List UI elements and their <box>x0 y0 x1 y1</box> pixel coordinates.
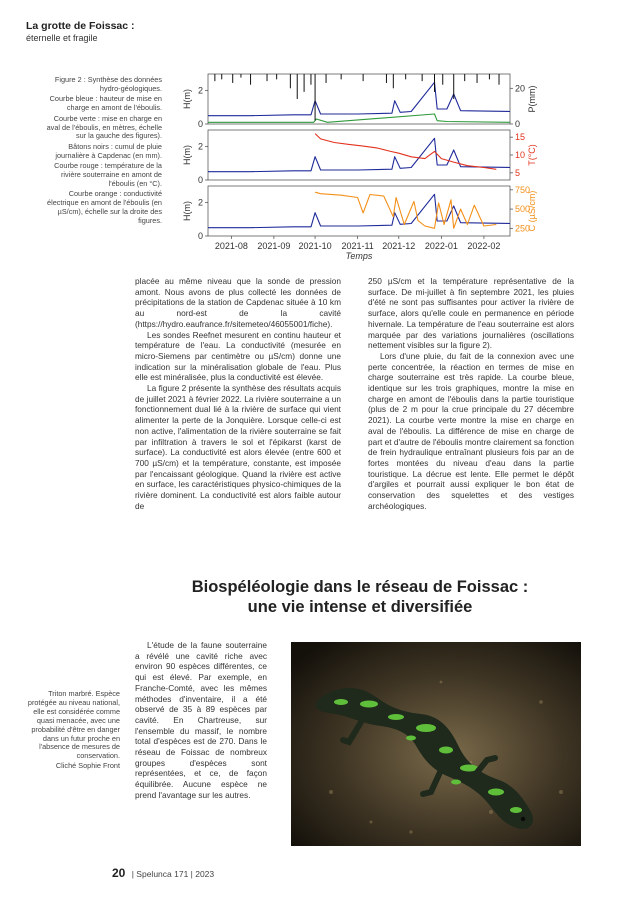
figure-caption-line: Courbe orange : conductivité électrique en amont de l'éboulis (en µS/cm), échelle sur la droite des figures. <box>47 189 162 226</box>
running-header <box>26 20 135 43</box>
x-tick-label: 2021-09 <box>257 241 291 251</box>
x-tick-label: 2022-02 <box>467 241 501 251</box>
y-tick-label-right: 0 <box>515 119 521 129</box>
figure-caption-line: Courbe rouge : température de la rivière souterraine en amont de l'éboulis (en °C). <box>54 161 162 188</box>
biospeleology-text <box>135 640 267 801</box>
x-tick-label: 2022-01 <box>424 241 458 251</box>
section-title-line: Biospéléologie dans le réseau de Foissac : <box>191 578 529 596</box>
figure-caption-line: Courbe bleue : hauteur de mise en charge en amont de l'éboulis. <box>49 94 162 113</box>
section-title <box>130 578 590 617</box>
y-tick-label-left: 0 <box>197 119 203 129</box>
journal-info: | Spelunca 171 | 2023 <box>131 869 215 879</box>
photo-caption <box>26 690 120 771</box>
y-axis-label-left: H(m) <box>182 145 192 165</box>
y-tick-label-right: 500 <box>515 204 531 215</box>
photo-credit: Cliché Sophie Front <box>55 761 120 771</box>
y-axis-label-right: T(°C) <box>527 144 537 166</box>
y-axis-label-left: H(m) <box>182 201 192 221</box>
y-tick-label-left: 2 <box>197 197 203 208</box>
figure-caption-line: Courbe verte : mise en charge en aval de l'éboulis, en mètres, échelle sur la gauche des figures). <box>46 113 162 141</box>
figure-caption-line: Figure 2 : Synthèse des données hydro-géologiques. <box>54 75 162 93</box>
panel-frame <box>208 130 510 180</box>
page-number: 20 <box>112 866 126 880</box>
y-tick-label-right: 20 <box>515 83 526 94</box>
y-axis-label-left: H(m) <box>182 89 192 109</box>
section-title-line: une vie intense et diversifiée <box>247 597 473 616</box>
marbled-newt-photo <box>291 642 581 846</box>
page-footer <box>112 866 214 880</box>
paragraph: La figure 2 présente la synthèse des résultats acquis de juillet 2021 à février 2022. La rivière souterraine a un fonctionnement dual lié à la rivière de surface qui vient alimenter la perte de la Jonquière. Lorsque celle-ci est non active, l'alimentation de la rivière souterraine se fait par infiltration à travers le sol et l'épikarst (karst de surface). La conductivité est alors élevée (entre 600 et 700 µS/cm) et la température, constante, est imposée par l'encaissant géologique. Quand la rivière est active en surface, les caractéristiques physico-chimiques de la rivière dominent. La conductivité est alors faible autour de <box>135 383 341 511</box>
y-tick-label-left: 0 <box>197 175 203 185</box>
y-tick-label-right: 250 <box>515 223 531 234</box>
running-header-subtitle: éternelle et fragile <box>26 33 98 43</box>
body-column-left <box>135 276 341 511</box>
y-tick-label-left: 2 <box>197 85 203 96</box>
body-column-right <box>368 276 574 511</box>
hydro-chart <box>168 68 538 268</box>
running-header-title: La grotte de Foissac : <box>26 20 135 32</box>
x-tick-label: 2021-08 <box>214 241 248 251</box>
paragraph: Les sondes Reefnet mesurent en continu hauteur et température de l'eau. La conductivité (mesurée en micro-Siemens par centimètre ou µS/cm) donne une indication sur la minéralisation globale de l'eau. Plus elle est minéralisée, plus la conductivité est élevée. <box>135 329 341 383</box>
panel-frame <box>208 74 510 124</box>
paragraph: Lors d'une pluie, du fait de la connexion avec une perte concentrée, la réaction en termes de mise en charge souterraine est très rapide. La courbe bleue, identique sur les trois graphiques, montre la mise en charge en amont de l'éboulis dans la partie touristique (plus de 2 m pour la crue principale du 27 décembre 2021). La courbe verte montre la mise en charge en aval de l'éboulis. La différence de mise en charge de part et d'autre de l'éboulis montre clairement sa fonction de frein hydraulique entraînant plusieurs fois par an de fortes montées du niveau d'eau dans la partie touristique. La décrue est lente. Elle permet le dépôt d'argiles et pourrait aussi expliquer le bon état de conservation des squelettes et des vestiges archéologiques. <box>368 350 574 511</box>
y-tick-label-right: 10 <box>515 150 526 160</box>
y-tick-label-right: 750 <box>515 184 531 195</box>
y-tick-label-right: 5 <box>515 167 521 178</box>
y-tick-label-left: 2 <box>197 141 203 152</box>
x-tick-label: 2021-11 <box>341 241 374 251</box>
paragraph: 250 µS/cm et la température représentative de la surface. De mi-juillet à fin septembre 2021, les pluies d'été ne sont pas suffisantes pour activer la rivière de surface, alors qu'elle coule en permanence en période hivernale. La température de l'eau souterraine est alors marquée par des variations journalières (oscillations nettement visibles sur la figure 2). <box>368 276 574 351</box>
panel-frame <box>208 186 510 236</box>
y-axis-label-right: P(mm) <box>527 85 537 113</box>
figure-caption <box>40 76 162 228</box>
y-tick-label-left: 0 <box>197 231 203 241</box>
y-axis-label-right: C (µS/cm) <box>527 190 537 232</box>
y-tick-label-right: 15 <box>515 132 526 143</box>
x-tick-label: 2021-10 <box>298 241 332 251</box>
paragraph: placée au même niveau que la sonde de pression amont. Nous avons de plus collecté les données de précipitations de la station de Capdenac située à 10 km au nord-est de la cavité (https://hydro.eaufrance.fr/sitemeteo/46055001/fiche). <box>135 276 341 329</box>
figure-caption-line: Bâtons noirs : cumul de pluie journalière à Capdenac (en mm). <box>55 141 162 160</box>
paragraph: L'étude de la faune souterraine a révélé une cavité riche avec environ 90 espèces différentes, ce qui est élevé. Par exemple, en Franche-Comté, avec les mêmes méthodes d'inventaire, il a été observé de 35 à 89 espèces par cavité. En Chartreuse, sur l'ensemble du massif, le nombre total d'espèces est de 270. Dans le réseau de Foissac de nombreux groupes d'espèces sont représentées, et ce, de façon équilibrée. Aucune espèce ne prend l'avantage sur les autres. <box>135 640 267 800</box>
x-tick-label: 2021-12 <box>382 241 416 251</box>
x-axis-label: Temps <box>345 251 373 261</box>
photo-caption-text: Triton marbré. Espèce protégée au niveau national, elle est considérée comme quasi menacée, avec une probabilité d'être en danger dans un futur proche en l'absence de mesures de conservation. <box>27 689 120 761</box>
